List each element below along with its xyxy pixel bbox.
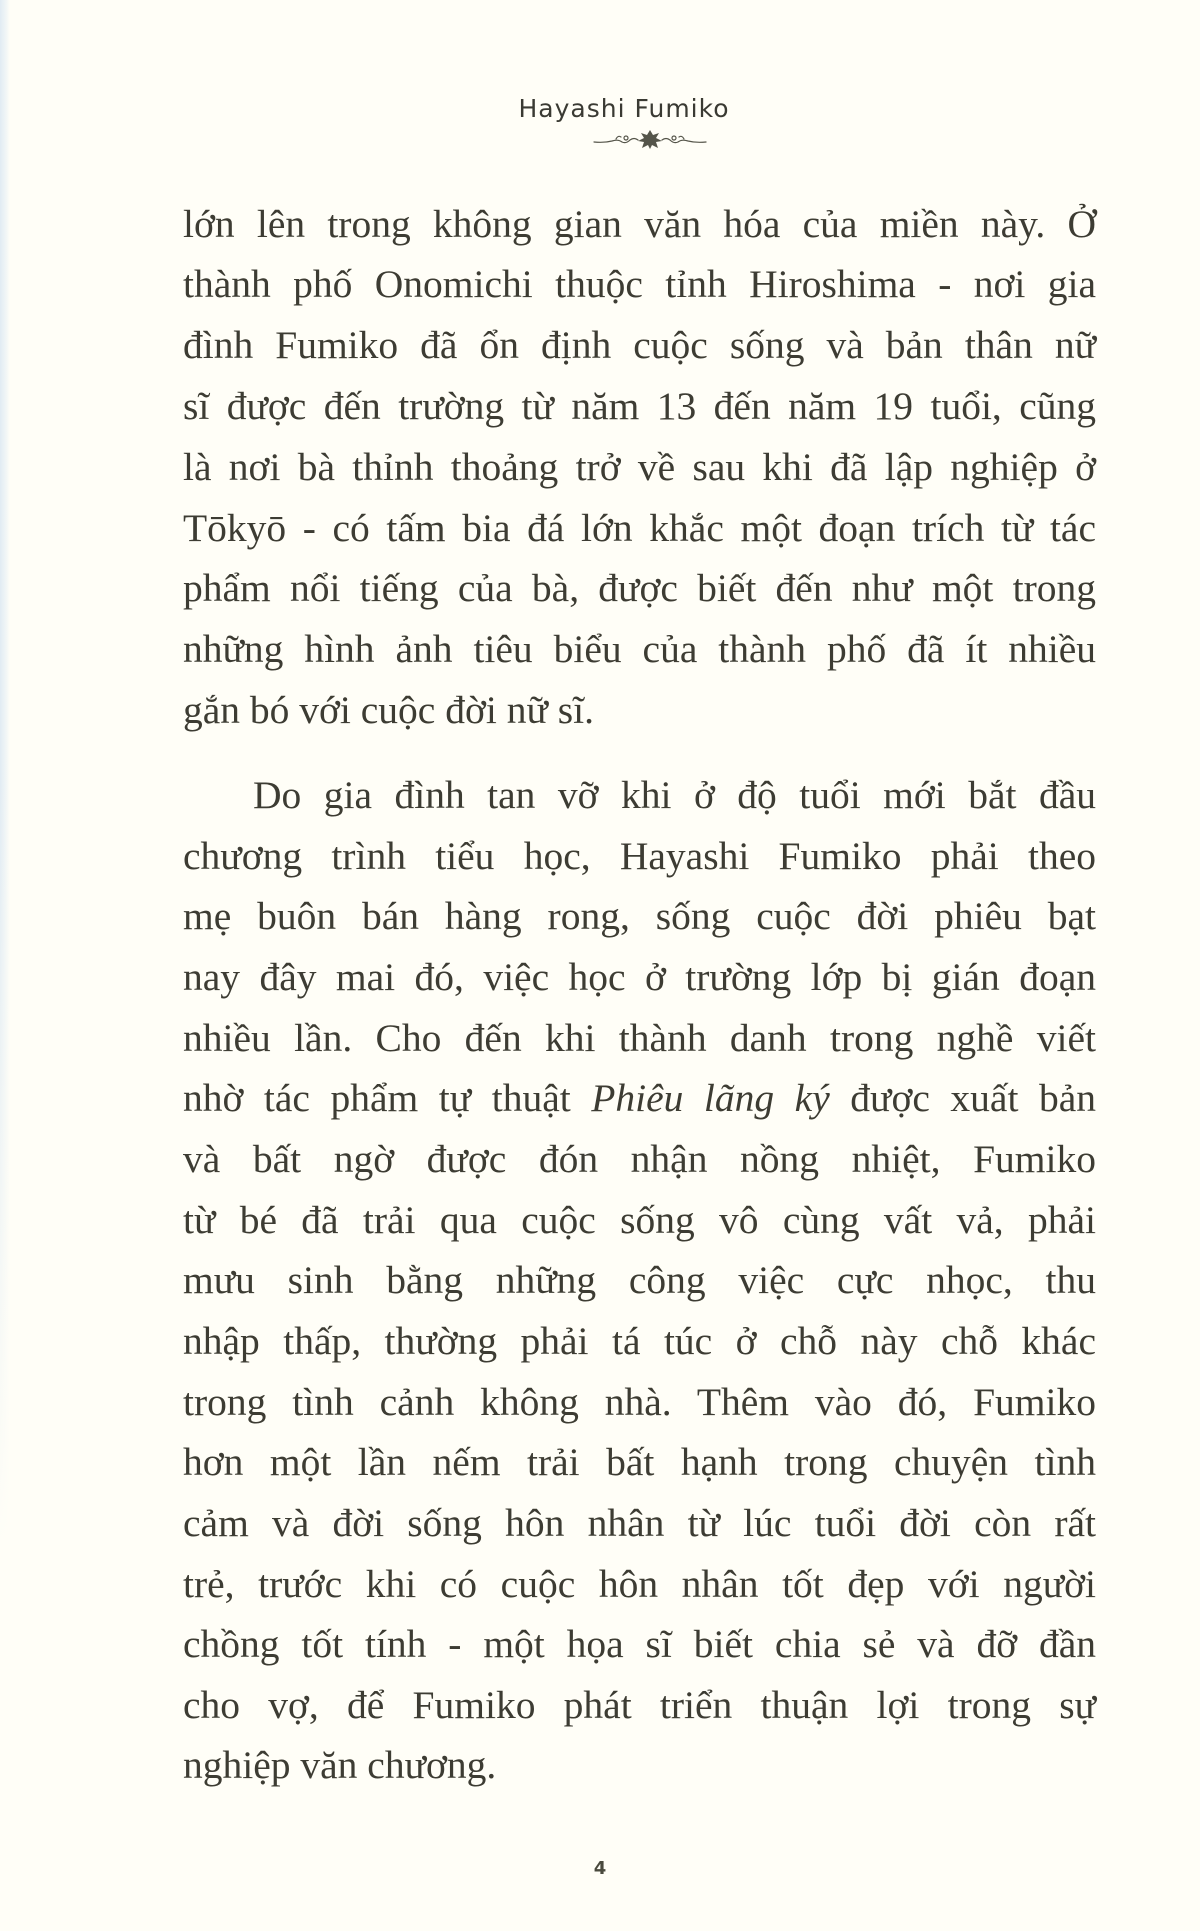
text-line: nhập thấp, thường phải tá túc ở chỗ này chỗ khác — [183, 1319, 1096, 1363]
text-line: cảm và đời sống hôn nhân từ lúc tuổi đời còn rất — [183, 1501, 1096, 1545]
text-line: lớn lên trong không gian văn hóa của miền này. Ở — [183, 202, 1096, 246]
text-line: thành phố Onomichi thuộc tỉnh Hiroshima - nơi gia — [183, 262, 1096, 306]
text-segment: nhờ tác phẩm tự thuật — [183, 1076, 592, 1120]
text-line: phẩm nổi tiếng của bà, được biết đến như một trong — [183, 566, 1096, 610]
text-line: Tōkyō - có tấm bia đá lớn khắc một đoạn trích từ tác — [183, 506, 1096, 550]
text-line: sĩ được đến trường từ năm 13 đến năm 19 tuổi, cũng — [183, 384, 1096, 428]
text-line: chồng tốt tính - một họa sĩ biết chia sẻ và đỡ đần — [183, 1622, 1096, 1666]
text-line: từ bé đã trải qua cuộc sống vô cùng vất vả, phải — [183, 1198, 1096, 1242]
text-line: trong tình cảnh không nhà. Thêm vào đó, Fumiko — [183, 1380, 1096, 1424]
text-line: hơn một lần nếm trải bất hạnh trong chuyện tình — [183, 1440, 1096, 1484]
floral-ornament-icon — [590, 128, 710, 150]
book-title-italic: Phiêu lãng ký — [591, 1076, 830, 1120]
text-line: nay đây mai đó, việc học ở trường lớp bị gián đoạn — [183, 955, 1096, 999]
text-line: là nơi bà thỉnh thoảng trở về sau khi đã lập nghiệp ở — [183, 445, 1096, 489]
text-line: và bất ngờ được đón nhận nồng nhiệt, Fumiko — [183, 1137, 1096, 1181]
text-line: nhiều lần. Cho đến khi thành danh trong nghề viết — [183, 1016, 1096, 1060]
running-title: Hayashi Fumiko — [518, 94, 730, 123]
page-number: 4 — [593, 1858, 607, 1879]
text-line-with-book-title — [183, 1074, 1096, 1122]
text-segment: được xuất bản — [829, 1076, 1096, 1120]
text-line: đình Fumiko đã ổn định cuộc sống và bản thân nữ — [183, 323, 1096, 367]
paragraph-last-line: nghiệp văn chương. — [183, 1743, 497, 1787]
text-line: chương trình tiểu học, Hayashi Fumiko phải theo — [183, 834, 1096, 878]
text-line: mẹ buôn bán hàng rong, sống cuộc đời phiêu bạt — [183, 894, 1096, 938]
text-line: cho vợ, để Fumiko phát triển thuận lợi trong sự — [183, 1683, 1096, 1727]
running-header — [0, 94, 1200, 123]
text-line: những hình ảnh tiêu biểu của thành phố đã ít nhiều — [183, 627, 1096, 671]
paragraph-last-line: gắn bó với cuộc đời nữ sĩ. — [183, 688, 594, 732]
text-line: trẻ, trước khi có cuộc hôn nhân tốt đẹp với người — [183, 1562, 1096, 1606]
paragraph-first-line: Do gia đình tan vỡ khi ở độ tuổi mới bắt đầu — [253, 773, 1096, 817]
text-line: mưu sinh bằng những công việc cực nhọc, thu — [183, 1258, 1096, 1302]
